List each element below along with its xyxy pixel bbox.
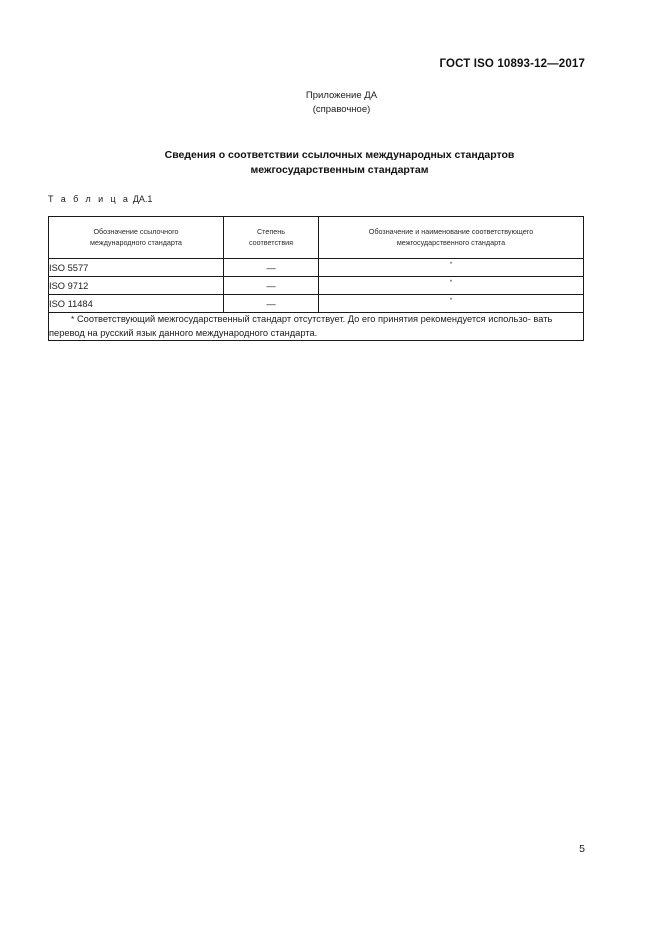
annex-title: Приложение ДА [305, 90, 378, 101]
column-header-reference-standard-line-1: Обозначение ссылочного [93, 227, 179, 236]
page-title-line-1: Сведения о соответствии ссылочных международных стандартов [164, 149, 515, 161]
correspondence-table [48, 216, 584, 341]
cell-degree-of-conformity: — [224, 277, 319, 295]
table-caption-number: ДА.1 [132, 194, 153, 204]
page-title-line-2: межгосударственным стандартам [250, 164, 429, 176]
table-row [49, 277, 584, 295]
document-standard-header: ГОСТ ISO 10893-12—2017 [439, 58, 585, 70]
footnote-reference-marker: * [449, 298, 453, 305]
cell-degree-of-conformity: — [224, 259, 319, 277]
footnote-text-line-2: вать перевод на русский язык данного международного стандарта. [49, 314, 553, 338]
cell-reference-standard: ISO 5577 [49, 259, 224, 277]
footnote-reference-marker: * [449, 262, 453, 269]
footnote-text-line-1: Соответствующий межгосударственный стандарт отсутствует. До его принятия рекомендуется использо- [76, 314, 531, 324]
table-header-row [49, 217, 584, 259]
table-row [49, 259, 584, 277]
table-caption [48, 194, 152, 204]
cell-interstate-standard [319, 295, 584, 313]
page-number: 5 [579, 843, 585, 855]
column-header-interstate-standard-line-1: Обозначение и наименование соответствующего [368, 227, 534, 236]
column-header-interstate-standard [319, 217, 584, 259]
column-header-interstate-standard-line-2: межгосударственного стандарта [396, 238, 506, 247]
column-header-degree-of-conformity-line-1: Степень [256, 227, 285, 236]
column-header-reference-standard-line-2: международного стандарта [90, 238, 182, 247]
table-caption-label: Т а б л и ц а [48, 194, 131, 204]
cell-reference-standard: ISO 11484 [49, 295, 224, 313]
cell-degree-of-conformity: — [224, 295, 319, 313]
page-title [0, 148, 661, 178]
table-footnote-row [49, 313, 584, 341]
annex-subtitle: (справочное) [312, 104, 371, 115]
column-header-reference-standard [49, 217, 224, 259]
column-header-degree-of-conformity [224, 217, 319, 259]
cell-interstate-standard [319, 259, 584, 277]
footnote-reference-marker: * [449, 280, 453, 287]
cell-reference-standard: ISO 9712 [49, 277, 224, 295]
annex-heading [0, 89, 661, 117]
cell-interstate-standard [319, 277, 584, 295]
table-footnote [49, 313, 584, 341]
footnote-marker: * [71, 314, 75, 324]
column-header-degree-of-conformity-line-2: соответствия [248, 238, 294, 247]
table-row [49, 295, 584, 313]
